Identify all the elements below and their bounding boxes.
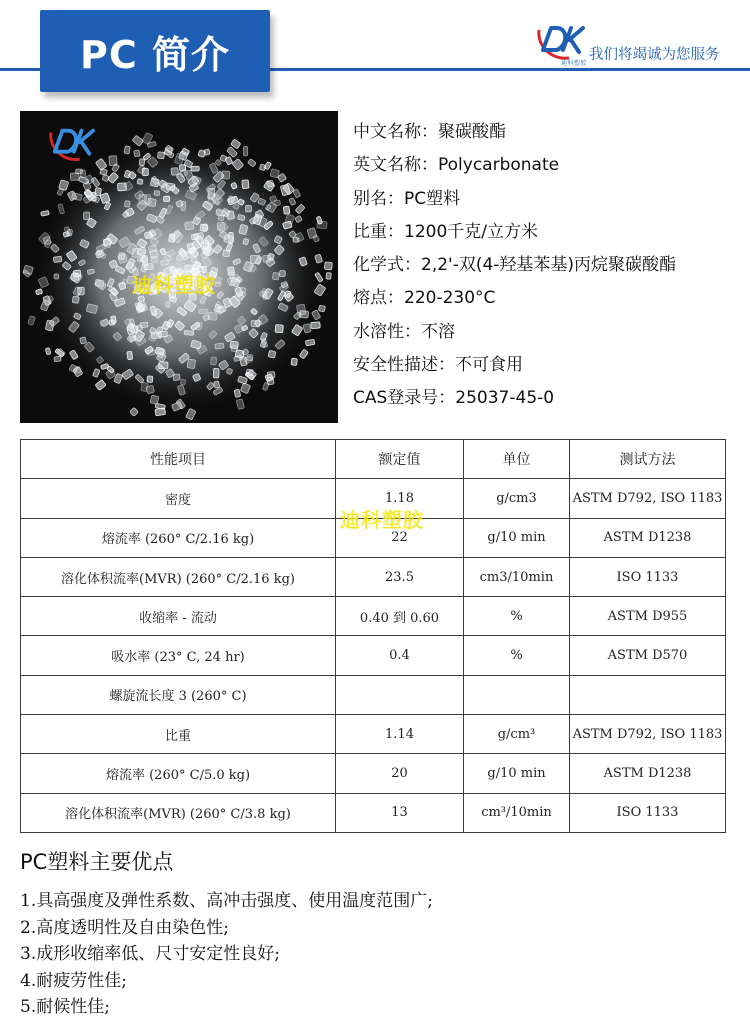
info-cas: CAS登录号：25037-45-0 xyxy=(353,388,555,409)
column-header-unit: 单位 xyxy=(464,440,570,479)
cell-method: ASTM D1238 xyxy=(570,518,726,557)
cell-value: 22 xyxy=(336,518,464,557)
table-row xyxy=(21,557,726,596)
cell-method: ASTM D1238 xyxy=(570,754,726,793)
cell-property: 密度 xyxy=(21,479,336,518)
info-english-name: 英文名称：Polycarbonate xyxy=(353,155,560,176)
cell-property: 螺旋流长度 3 (260° C) xyxy=(21,675,336,714)
cell-method: ISO 1133 xyxy=(570,793,726,832)
table-row xyxy=(21,518,726,557)
table-header-row xyxy=(21,440,726,479)
cell-property: 比重 xyxy=(21,715,336,754)
info-solubility: 水溶性：不溶 xyxy=(353,321,455,342)
table-row xyxy=(21,793,726,832)
cell-property: 吸水率 (23° C, 24 hr) xyxy=(21,636,336,675)
info-melting-point: 熔点：220-230°C xyxy=(353,288,496,309)
cell-unit: % xyxy=(464,597,570,636)
cell-method: ASTM D570 xyxy=(570,636,726,675)
cell-method xyxy=(570,675,726,714)
page-title: PC 简介 xyxy=(80,32,230,77)
cell-value xyxy=(336,675,464,714)
advantages-list xyxy=(20,888,730,1021)
cell-unit: g/cm³ xyxy=(464,715,570,754)
cell-unit: g/cm3 xyxy=(464,479,570,518)
cell-unit: cm³/10min xyxy=(464,793,570,832)
cell-value: 1.18 xyxy=(336,479,464,518)
cell-value: 1.14 xyxy=(336,715,464,754)
cell-unit: cm3/10min xyxy=(464,557,570,596)
cell-unit: g/10 min xyxy=(464,754,570,793)
cell-value: 13 xyxy=(336,793,464,832)
cell-method: ISO 1133 xyxy=(570,557,726,596)
cell-property: 溶化体积流率(MVR) (260° C/2.16 kg) xyxy=(21,557,336,596)
list-item: 1.具高强度及弹性系数、高冲击强度、使用温度范围广; xyxy=(20,891,433,911)
table-watermark: 迪科塑胶 xyxy=(340,508,424,532)
info-density: 比重：1200千克/立方米 xyxy=(353,221,538,242)
list-item: 3.成形收缩率低、尺寸安定性良好; xyxy=(20,944,280,965)
column-header-property: 性能项目 xyxy=(21,440,336,479)
info-chinese-name: 中文名称：聚碳酸酯 xyxy=(353,122,506,142)
cell-value: 23.5 xyxy=(336,557,464,596)
advantages-title: PC塑料主要优点 xyxy=(20,850,174,874)
table-row xyxy=(21,675,726,714)
brand xyxy=(533,20,750,70)
cell-property: 收缩率 - 流动 xyxy=(21,597,336,636)
info-formula: 化学式：2,2'-双(4-羟基苯基)丙烷聚碳酸酯 xyxy=(353,255,677,276)
cell-property: 熔流率 (260° C/5.0 kg) xyxy=(21,754,336,793)
title-tab xyxy=(40,10,270,92)
cell-property: 溶化体积流率(MVR) (260° C/3.8 kg) xyxy=(21,793,336,832)
cell-property: 熔流率 (260° C/2.16 kg) xyxy=(21,518,336,557)
cell-value: 0.40 到 0.60 xyxy=(336,597,464,636)
cell-unit: g/10 min xyxy=(464,518,570,557)
cell-method: ASTM D792, ISO 1183 xyxy=(570,479,726,518)
cell-unit xyxy=(464,675,570,714)
table-row xyxy=(21,597,726,636)
cell-value: 20 xyxy=(336,754,464,793)
product-photo xyxy=(20,111,338,423)
table-row xyxy=(21,715,726,754)
list-item: 4.耐疲劳性佳; xyxy=(20,970,127,991)
list-item: 5.耐候性佳; xyxy=(20,997,110,1018)
photo-watermark: 迪科塑胶 xyxy=(132,273,216,297)
table-row xyxy=(21,754,726,793)
dk-logo-icon xyxy=(42,123,102,167)
cell-method: ASTM D955 xyxy=(570,597,726,636)
cell-value: 0.4 xyxy=(336,636,464,675)
column-header-method: 测试方法 xyxy=(570,440,726,479)
table-row xyxy=(21,479,726,518)
property-table xyxy=(20,439,726,833)
column-header-value: 额定值 xyxy=(336,440,464,479)
table-row xyxy=(21,636,726,675)
info-safety: 安全性描述：不可食用 xyxy=(353,355,523,376)
brand-name: 迪科塑胶 xyxy=(561,60,588,67)
cell-unit: % xyxy=(464,636,570,675)
list-item: 2.高度透明性及自由染色性; xyxy=(20,917,229,938)
product-info xyxy=(353,116,750,416)
brand-slogan: 我们将竭诚为您服务 xyxy=(589,47,720,63)
cell-method: ASTM D792, ISO 1183 xyxy=(570,715,726,754)
info-alias: 别名：PC塑料 xyxy=(353,188,461,209)
page-header xyxy=(0,0,750,100)
